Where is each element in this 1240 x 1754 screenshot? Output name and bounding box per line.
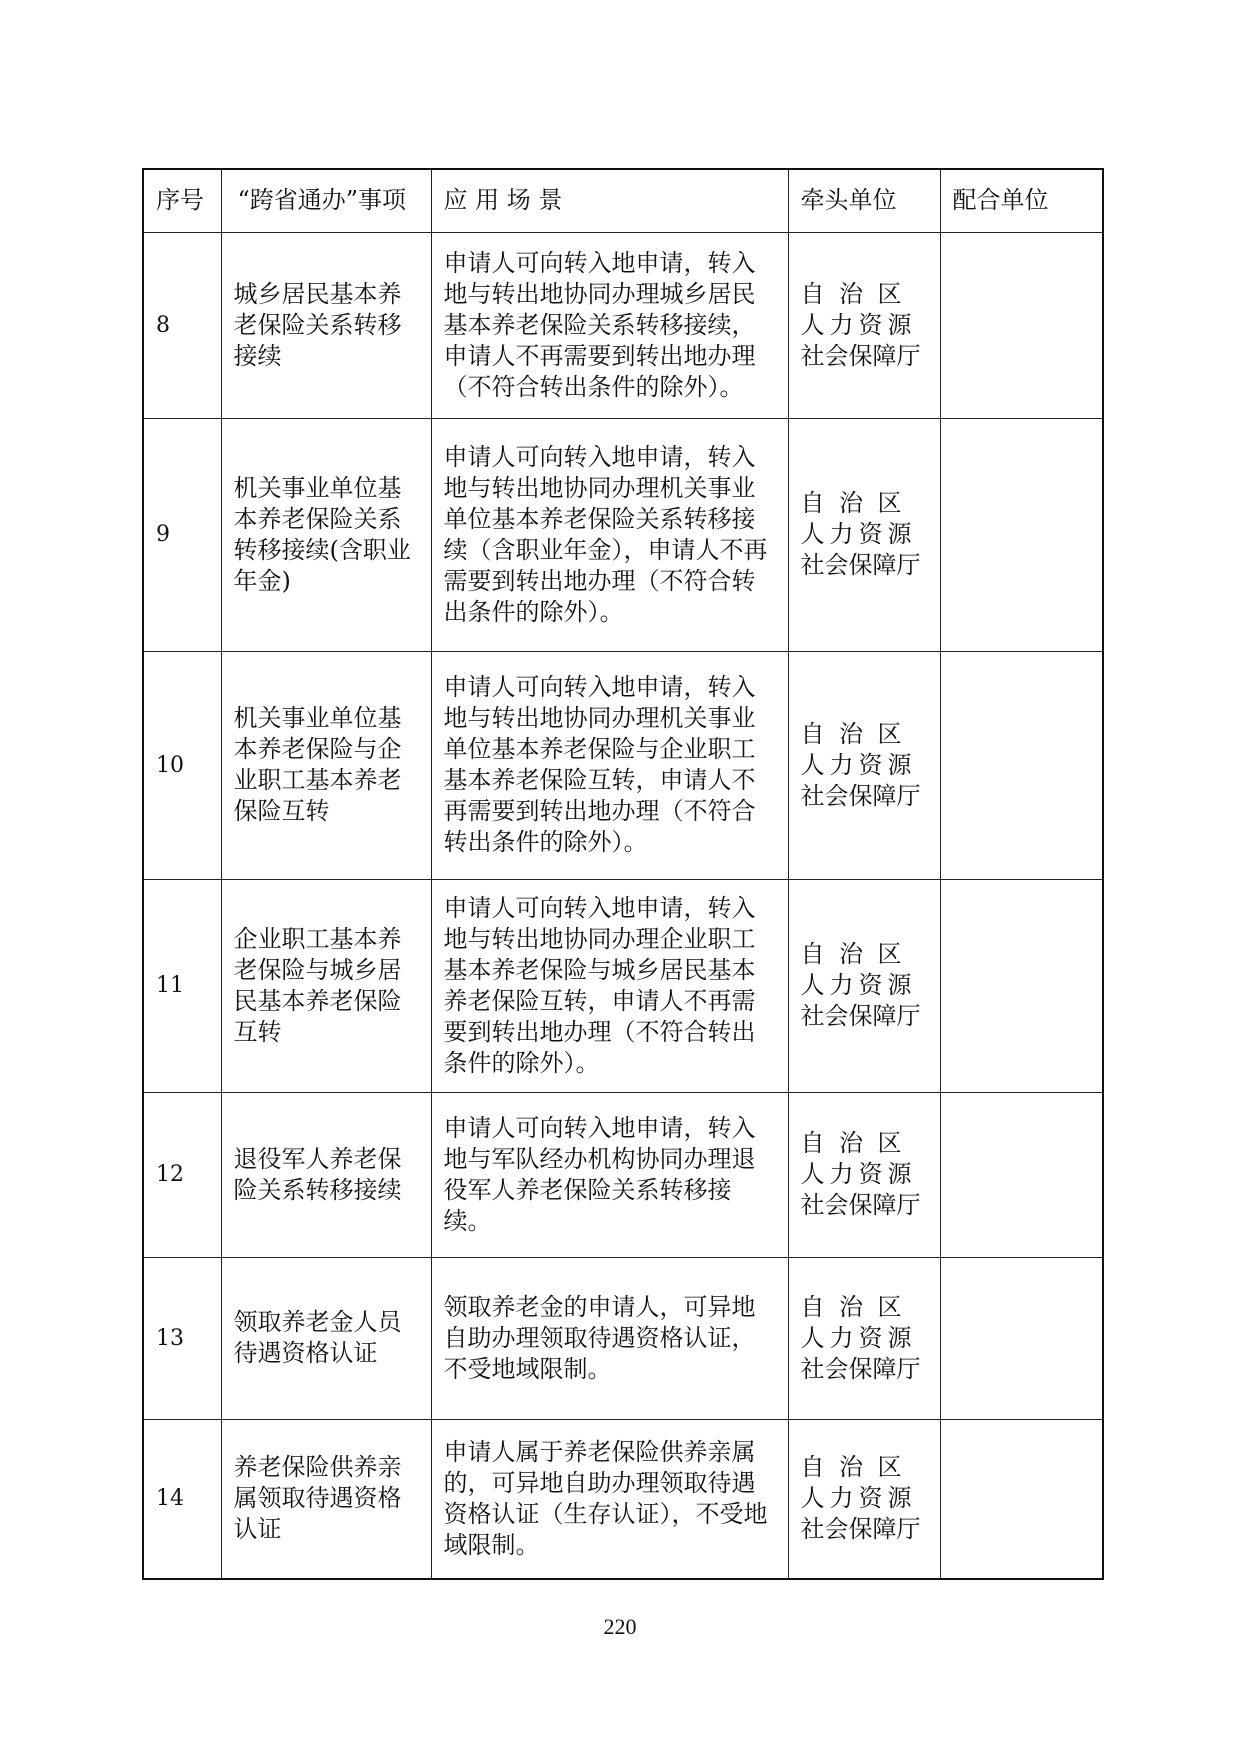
cell-coop-unit [940,1092,1103,1257]
header-item: “跨省通办”事项 [221,169,431,232]
cell-serial-number: 9 [143,418,221,651]
cell-serial-number: 12 [143,1092,221,1257]
table-row [143,651,1103,879]
lead-unit-line-3: 社会保障厅 [800,341,921,370]
cell-serial-number: 13 [143,1257,221,1419]
lead-unit-line-1 [801,488,932,519]
cell-coop-unit [940,418,1103,651]
cell-serial-number: 14 [143,1419,221,1579]
header-lead-unit: 牵头单位 [788,169,940,232]
cell-serial-number: 8 [143,232,221,418]
cell-lead-unit [788,418,940,651]
cell-item: 机关事业单位基本养老保险关系转移接续(含职业年金) [221,418,431,651]
table-row [143,879,1103,1092]
cell-scene: 申请人可向转入地申请，转入地与转出地协同办理机关事业单位基本养老保险与企业职工基本养老保险互转，申请人不再需要到转出地办理（不符合转出条件的除外）。 [431,651,788,879]
lead-unit-char: 源 [887,1323,912,1352]
cell-lead-unit [788,1257,940,1419]
cell-lead-unit [788,232,940,418]
lead-unit-char: 人 [800,310,825,339]
lead-unit-char: 治 [839,489,863,517]
lead-unit-line-3: 社会保障厅 [800,1515,921,1544]
lead-unit-char: 人 [800,750,825,779]
table-row [143,418,1103,651]
lead-unit-char: 力 [829,1484,854,1513]
lead-unit-char: 源 [887,520,912,548]
lead-unit-char: 人 [800,1323,825,1352]
lead-unit-line-2 [801,519,932,550]
lead-unit-char: 自 [800,719,825,748]
lead-unit-char: 自 [800,1292,825,1321]
lead-unit-char: 人 [800,971,825,999]
lead-unit-char: 资 [858,1160,883,1188]
lead-unit-char: 区 [877,940,902,968]
table-body [143,232,1103,1579]
lead-unit-line-3: 社会保障厅 [800,1354,921,1383]
lead-unit-char: 源 [887,750,912,779]
header-scene: 应 用 场 景 [431,169,788,232]
cell-item: 企业职工基本养老保险与城乡居民基本养老保险互转 [221,879,431,1092]
lead-unit-char: 人 [800,1160,825,1188]
header-coop-unit: 配合单位 [940,169,1103,232]
service-table [142,168,1104,1580]
cell-lead-unit [788,1092,940,1257]
lead-unit-char: 力 [829,1160,854,1188]
lead-unit-char: 资 [858,520,883,548]
table-row [143,232,1103,418]
lead-unit-line-2 [801,1483,932,1514]
cell-scene: 申请人可向转入地申请，转入地与转出地协同办理企业职工基本养老保险与城乡居民基本养老保险互转，申请人不再需要到转出地办理（不符合转出条件的除外）。 [431,879,788,1092]
lead-unit-char: 力 [829,1323,854,1352]
lead-unit-char: 力 [829,520,854,548]
cell-item: 机关事业单位基本养老保险与企业职工基本养老保险互转 [221,651,431,879]
lead-unit-char: 资 [858,1484,883,1513]
lead-unit-line-2 [801,750,932,781]
lead-unit-char: 资 [858,750,883,779]
cell-item: 城乡居民基本养老保险关系转移接续 [221,232,431,418]
lead-unit-line-3: 社会保障厅 [800,1191,921,1219]
lead-unit-char: 资 [858,971,883,999]
cell-scene: 申请人可向转入地申请，转入地与军队经办机构协同办理退役军人养老保险关系转移接续。 [431,1092,788,1257]
cell-lead-unit [788,1419,940,1579]
lead-unit-char: 区 [877,1453,902,1482]
cell-lead-unit [788,879,940,1092]
lead-unit-char: 源 [887,1160,912,1188]
cell-coop-unit [940,232,1103,418]
lead-unit-line-1 [801,1292,932,1323]
lead-unit-char: 自 [800,1453,825,1482]
lead-unit-char: 自 [800,279,825,308]
table-row [143,1257,1103,1419]
cell-scene: 申请人可向转入地申请，转入地与转出地协同办理机关事业单位基本养老保险关系转移接续（含职业年金），申请人不再需要到转出地办理（不符合转出条件的除外）。 [431,418,788,651]
lead-unit-char: 力 [829,310,854,339]
table-header-row [143,169,1103,232]
lead-unit-char: 区 [877,489,902,517]
lead-unit-char: 治 [839,719,863,748]
lead-unit-line-2 [801,310,932,341]
cell-item: 领取养老金人员待遇资格认证 [221,1257,431,1419]
lead-unit-line-2 [801,1159,932,1190]
lead-unit-char: 力 [829,750,854,779]
lead-unit-char: 源 [887,1484,912,1513]
lead-unit-line-1 [801,939,932,970]
lead-unit-line-3: 社会保障厅 [800,1002,921,1030]
page-number: 220 [603,1614,637,1639]
lead-unit-line-3: 社会保障厅 [800,781,921,810]
lead-unit-char: 治 [839,1292,863,1321]
lead-unit-char: 自 [800,940,825,968]
cell-item: 退役军人养老保险关系转移接续 [221,1092,431,1257]
cell-scene: 领取养老金的申请人，可异地自助办理领取待遇资格认证，不受地域限制。 [431,1257,788,1419]
cell-serial-number: 10 [143,651,221,879]
lead-unit-line-1 [801,1452,932,1483]
lead-unit-char: 资 [858,310,883,339]
table-row [143,1419,1103,1579]
cell-coop-unit [940,879,1103,1092]
cell-serial-number: 11 [143,879,221,1092]
lead-unit-char: 力 [829,971,854,999]
lead-unit-line-2 [801,1323,932,1354]
lead-unit-char: 区 [877,1292,902,1321]
lead-unit-line-1 [801,719,932,750]
cell-scene: 申请人可向转入地申请，转入地与转出地协同办理城乡居民基本养老保险关系转移接续，申请人不再需要到转出地办理（不符合转出条件的除外）。 [431,232,788,418]
lead-unit-char: 区 [877,279,902,308]
cell-coop-unit [940,1419,1103,1579]
lead-unit-char: 治 [839,279,863,308]
header-no: 序号 [143,169,221,232]
cell-item: 养老保险供养亲属领取待遇资格认证 [221,1419,431,1579]
lead-unit-char: 区 [877,1129,902,1157]
lead-unit-char: 人 [800,1484,825,1513]
lead-unit-char: 资 [858,1323,883,1352]
cell-coop-unit [940,1257,1103,1419]
lead-unit-char: 治 [839,1453,863,1482]
lead-unit-char: 自 [800,489,825,517]
lead-unit-char: 治 [839,1129,863,1157]
lead-unit-char: 源 [887,971,912,999]
lead-unit-char: 区 [877,719,902,748]
lead-unit-char: 人 [800,520,825,548]
lead-unit-line-1 [801,1128,932,1159]
lead-unit-line-1 [801,279,932,310]
cell-scene: 申请人属于养老保险供养亲属的，可异地自助办理领取待遇资格认证（生存认证），不受地域限制。 [431,1419,788,1579]
lead-unit-char: 源 [887,310,912,339]
lead-unit-char: 治 [839,940,863,968]
cell-lead-unit [788,651,940,879]
lead-unit-char: 自 [800,1129,825,1157]
cell-coop-unit [940,651,1103,879]
lead-unit-line-2 [801,970,932,1001]
lead-unit-line-3: 社会保障厅 [800,551,921,579]
table-row [143,1092,1103,1257]
